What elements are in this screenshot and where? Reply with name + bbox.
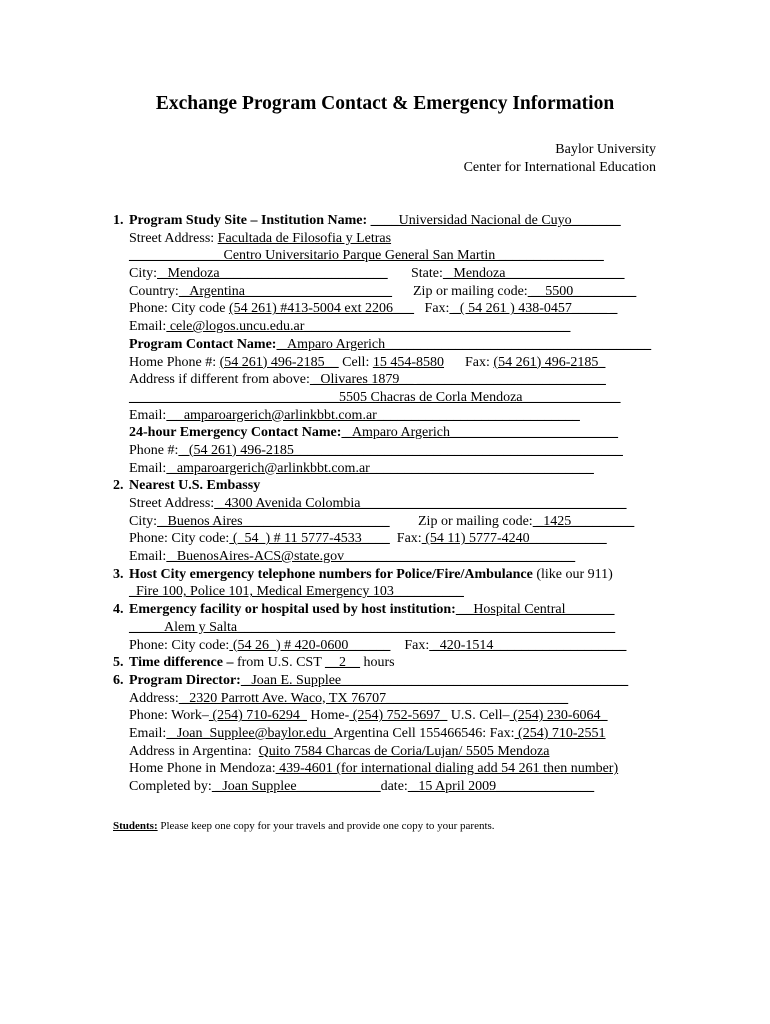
- s2-city-line: [0, 513, 770, 531]
- s4-value: __Hospital Central_______: [455, 602, 615, 618]
- s1-ephone-value: _(54 261) 496-2185_______________________________________________: [178, 442, 623, 458]
- students-label: Students:: [113, 820, 158, 832]
- s2-street-label: Street Address:: [129, 496, 215, 511]
- s4-heading-line: [0, 601, 770, 619]
- s6-value: _Joan E. Supplee_________________________________________: [240, 672, 629, 688]
- s1-city-line: [0, 265, 770, 283]
- s1-state-value: _Mendoza_________________: [442, 266, 625, 282]
- s1-cell-value: 15 454-8580: [372, 354, 445, 370]
- s1-contact-line: [0, 336, 770, 354]
- s1-fax-value: _( 54 261 ) 438-0457_____ _: [449, 301, 618, 317]
- s1-address2-value: ______________________________5505 Chacras de Corla Mendoza______________: [129, 389, 621, 405]
- s1-emergency-email-line: [0, 460, 770, 478]
- s2-email-line: [0, 548, 770, 566]
- s5-line: [0, 654, 770, 672]
- s6-cell-value: (254) 230-6064_: [509, 708, 608, 724]
- s2-number: 2.: [113, 478, 124, 494]
- s1-street-line: [0, 230, 770, 248]
- s1-city-label: City:: [129, 266, 158, 282]
- s3-number: 3.: [113, 566, 124, 582]
- s5-unit: hours: [360, 655, 395, 671]
- s3-heading: Host City emergency telephone numbers for Police/Fire/Ambulance: [129, 566, 533, 582]
- s1-contact-label: Program Contact Name:: [129, 336, 277, 352]
- s1-email2-value: __amparoargerich@arlinkbbt.com.ar_____________________________: [166, 407, 580, 423]
- s6-completed-line: [0, 778, 770, 796]
- s1-email-value: cele@logos.uncu.edu.ar______________________________________: [166, 319, 571, 335]
- s1-email-label: Email:: [129, 319, 167, 335]
- s2-fax-value: (54 11) 5777-4240___________: [421, 531, 607, 547]
- s2-city-label: City:: [129, 513, 158, 529]
- s1-state-label: State:: [411, 266, 443, 282]
- s1-home-label: Home Phone #:: [129, 354, 217, 370]
- s1-fax2-value: (54 261) 496-2185_: [493, 354, 606, 370]
- s1-phone-line: [0, 300, 770, 318]
- s1-street-value: Facultada de Filosofia y Letras: [217, 230, 392, 246]
- s1-zip-label: Zip or mailing code:: [413, 283, 528, 299]
- s5-number: 5.: [113, 655, 124, 671]
- s4-heading: Emergency facility or hospital used by host institution:: [129, 602, 456, 618]
- s1-emergency-value: _Amparo Argerich________________________: [341, 425, 619, 441]
- s4-value2: _____Alem y Salta______________________________________________________: [129, 619, 616, 635]
- s2-phone-label: Phone: City code:: [129, 531, 230, 547]
- s1-heading-line: [0, 212, 770, 230]
- s6-date-label: date:: [380, 779, 408, 794]
- s2-phone-value: (_54_) # 11 5777-4533____: [229, 531, 390, 547]
- s1-ephone-label: Phone #:: [129, 442, 179, 458]
- s1-email2-label: Email:: [129, 407, 167, 423]
- s5-text: from U.S. CST: [233, 655, 325, 671]
- s1-fax2-label: Fax:: [465, 354, 490, 370]
- students-text: Please keep one copy for your travels and provide one copy to your parents.: [157, 820, 495, 832]
- s6-address-value: _2320 Parrott Ave. Waco, TX 76707__________________________: [178, 690, 569, 706]
- s1-street2-value: _____________ Centro Universitario Parque General San Martin _______________: [129, 248, 604, 264]
- s1-contact-value: _Amparo Argerich______________________________________: [276, 336, 652, 352]
- s2-phone-line: [0, 530, 770, 548]
- center-name: Center for International Education: [463, 160, 656, 175]
- s1-phone-value: (54 261) #413-5004 ext 2206___: [228, 301, 415, 317]
- s6-number: 6.: [113, 672, 124, 688]
- s1-country-line: [0, 283, 770, 301]
- s1-address2-line: [0, 389, 770, 407]
- s5-value: __2__: [325, 655, 360, 671]
- s1-address-label: Address if different from above:: [129, 372, 310, 388]
- s6-address-line: [0, 690, 770, 708]
- s2-street-value: _4300 Avenida Colombia______________________________________: [214, 496, 627, 511]
- s3-heading-line: [0, 566, 770, 584]
- page-title: Exchange Program Contact & Emergency Information: [155, 93, 615, 114]
- s2-heading: Nearest U.S. Embassy: [129, 478, 261, 494]
- s4-value2-line: [0, 619, 770, 637]
- s6-home-value: (254) 752-5697_: [349, 708, 448, 724]
- s1-heading: Program Study Site – Institution Name:: [129, 213, 368, 228]
- university-name: Baylor University: [555, 142, 656, 157]
- s6-completed-value: _Joan Supplee____________: [211, 779, 381, 794]
- s5-heading: Time difference –: [129, 655, 234, 671]
- s4-fax-label: Fax:: [404, 637, 430, 653]
- s2-fax-label: Fax:: [396, 531, 422, 547]
- s6-email-label: Email:: [129, 725, 167, 741]
- s6-home-phone-label: Home Phone in Mendoza:: [129, 761, 276, 777]
- s1-zip-value: __5500_________: [527, 283, 637, 299]
- s6-email-value: _Joan_Supplee@baylor.edu_: [166, 725, 334, 741]
- s3-values-line: [0, 583, 770, 601]
- s6-phone-line: [0, 707, 770, 725]
- s4-phone-line: [0, 637, 770, 655]
- s1-home-phone-line: [0, 354, 770, 372]
- s6-address-label: Address:: [129, 690, 179, 706]
- s4-phone-label: Phone: City code:: [129, 637, 230, 653]
- s1-number: 1.: [113, 213, 124, 228]
- s1-emergency-phone-line: [0, 442, 770, 460]
- s6-home-label: Home-: [306, 708, 350, 724]
- s6-heading: Program Director:: [129, 672, 241, 688]
- s6-work-label: Phone: Work–: [129, 708, 209, 724]
- s1-emergency-line: [0, 424, 770, 442]
- s2-email-value: _BuenosAires-ACS@state.gov_________________________________: [166, 549, 576, 565]
- s2-street-line: [0, 495, 770, 513]
- s6-cell-label: U.S. Cell–: [447, 708, 510, 724]
- s1-cell-label: Cell:: [342, 354, 370, 370]
- s1-address-line: [0, 371, 770, 389]
- s3-values: _Fire 100, Police 101, Medical Emergency 103__________: [129, 584, 464, 600]
- s1-street2-line: [0, 247, 770, 265]
- s1-city-value: _Mendoza________________________: [157, 266, 388, 282]
- s1-eemail-value: _amparoargerich@arlinkbbt.com.ar________________________________: [166, 460, 594, 476]
- s1-institution-name: ____Universidad Nacional de Cuyo_______: [370, 213, 621, 228]
- contact-form: [0, 212, 770, 796]
- s1-street-label: Street Address:: [129, 230, 215, 246]
- s6-completed-label: Completed by:: [129, 779, 212, 794]
- s4-fax-value: _420-1514___________________: [429, 637, 627, 653]
- s1-address-value: _Olivares 1879__ ___________________________: [309, 372, 606, 388]
- s1-email2-line: [0, 407, 770, 425]
- institution-header: [464, 141, 656, 177]
- s2-email-label: Email:: [129, 549, 167, 565]
- s6-home-phone-line: [0, 760, 770, 778]
- s2-zip-label: Zip or mailing code:: [418, 513, 533, 529]
- s2-zip-value: _1425_________: [532, 513, 635, 529]
- s1-emergency-label: 24-hour Emergency Contact Name:: [129, 425, 342, 441]
- s6-date-value: _15 April 2009______________: [407, 779, 595, 794]
- s1-country-value: _Argentina_____________________: [178, 283, 393, 299]
- s6-work-value: (254) 710-6294_: [208, 708, 307, 724]
- s4-phone-value: (54 26_) # 420-0600______: [229, 637, 391, 653]
- s3-note: (like our 911): [532, 566, 613, 582]
- s1-eemail-label: Email:: [129, 460, 167, 476]
- s1-phone-label: Phone: City code: [129, 301, 226, 317]
- s6-email-line: [0, 725, 770, 743]
- s6-arg-label: Address in Argentina:: [129, 743, 252, 759]
- s2-heading-line: [0, 477, 770, 495]
- s6-email-fax-value: (254) 710-2551: [514, 725, 606, 741]
- students-note: [113, 820, 495, 832]
- s6-arg-value: Quito 7584 Charcas de Coria/Lujan/ 5505 Mendoza: [258, 743, 550, 759]
- s6-heading-line: [0, 672, 770, 690]
- s4-number: 4.: [113, 602, 124, 618]
- s1-email-line: [0, 318, 770, 336]
- s6-home-phone-value: 439-4601 (for international dialing add 54 261 then number): [275, 761, 619, 777]
- s6-argentina-address-line: [0, 743, 770, 761]
- s1-country-label: Country:: [129, 283, 179, 299]
- s1-home-value: (54 261) 496-2185__: [219, 354, 339, 370]
- s1-fax-label: Fax:: [424, 301, 450, 317]
- s6-email-rest: Argentina Cell 155466546: Fax:: [333, 725, 515, 741]
- s2-city-value: _Buenos Aires_____________________: [157, 513, 390, 529]
